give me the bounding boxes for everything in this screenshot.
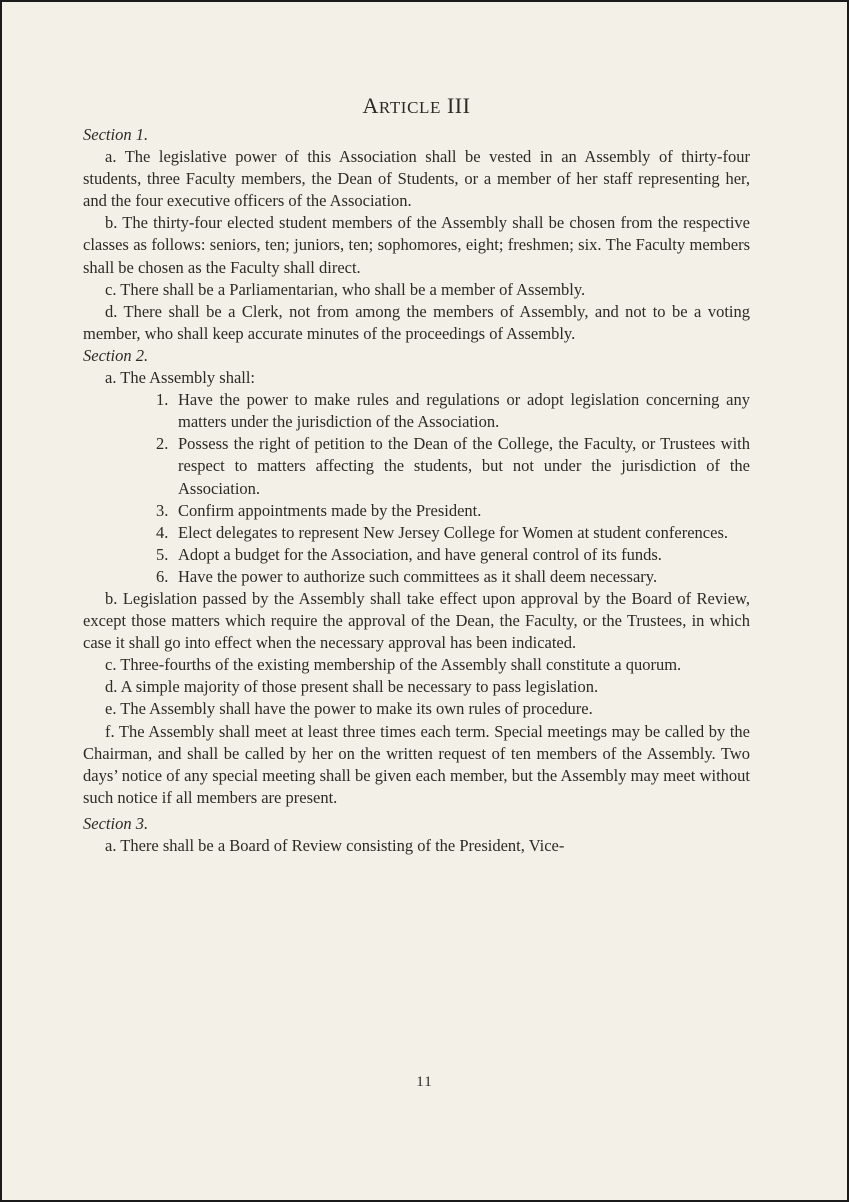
section-3-heading: Section 3. [83,813,149,833]
list-item-number: 4. [156,522,169,542]
section-2-list-item [83,566,750,588]
list-item-text: Elect delegates to represent New Jersey College for Women at student conferences. [178,522,728,542]
list-item-number: 5. [156,544,169,564]
article-title-initial: A [362,93,379,118]
section-2-list-item [83,544,750,566]
list-item-text: Have the power to authorize such committees as it shall deem necessary. [178,566,658,586]
list-item-number: 3. [156,500,169,520]
section-3-clause-a: a. There shall be a Board of Review consisting of the President, Vice- [105,836,565,855]
document-body [83,90,750,857]
list-item-number: 2. [156,434,169,454]
section-1-clause-a: a. The legislative power of this Association shall be vested in an Assembly of thirty-four students, three Faculty members, the Dean of Students, or a member of her staff representing her, and the four executive officers of the Association. [83,147,750,211]
section-2-list-item [83,433,750,499]
section-2-list-item [83,522,750,544]
section-2-list-item [83,500,750,522]
section-2-clause-e: e. The Assembly shall have the power to make its own rules of procedure. [105,699,593,719]
section-2-heading: Section 2. [83,345,149,365]
list-item-number: 6. [156,566,169,586]
list-item-text: Have the power to make rules and regulations or adopt legislation concerning any matters under the jurisdiction of the Association. [178,390,750,432]
section-2-clause-d: d. A simple majority of those present shall be necessary to pass legislation. [105,677,599,697]
list-item-text: Confirm appointments made by the President. [178,500,482,520]
section-2-clause-a-intro: a. The Assembly shall: [105,368,256,388]
article-title [83,90,750,122]
section-1-clause-d: d. There shall be a Clerk, not from among the members of Assembly, and not to be a voting member, who shall keep accurate minutes of the proceedings of Assembly. [83,301,750,343]
section-2-clause-f: f. The Assembly shall meet at least three times each term. Special meetings may be called by the Chairman, and shall be called by her on the written request of ten members of the Assembly. Two days’ notice of any special meeting shall be given each member, but the Assembly may meet without such notice if all members are present. [83,721,750,807]
page-number: 11 [416,1074,433,1090]
section-1-heading: Section 1. [83,125,149,144]
section-1-clause-c: c. There shall be a Parliamentarian, who shall be a member of Assembly. [105,279,586,299]
section-2-clause-b: b. Legislation passed by the Assembly shall take effect upon approval by the Board of Review, except those matters which require the approval of the Dean, the Faculty, or the Trustees, in which case it shall go into effect when the necessary approval has been indicated. [83,588,750,653]
list-item-text: Adopt a budget for the Association, and have general control of its funds. [178,544,662,564]
article-title-word: RTICLE [378,98,441,117]
list-item-text: Possess the right of petition to the Dean of the College, the Faculty, or Trustees with respect to matters affecting the students, but not under the jurisdiction of the Association. [178,434,750,498]
section-2-list-item [83,389,750,433]
section-1-clause-b: b. The thirty-four elected student members of the Assembly shall be chosen from the respective classes as follows: seniors, ten; juniors, ten; sophomores, eight; freshmen; six. The Faculty members shall be chosen as the Faculty shall direct. [83,213,750,277]
list-item-number: 1. [156,390,169,410]
section-2-clause-c: c. Three-fourths of the existing membership of the Assembly shall constitute a quorum. [105,655,682,675]
article-title-numeral: III [446,93,471,118]
